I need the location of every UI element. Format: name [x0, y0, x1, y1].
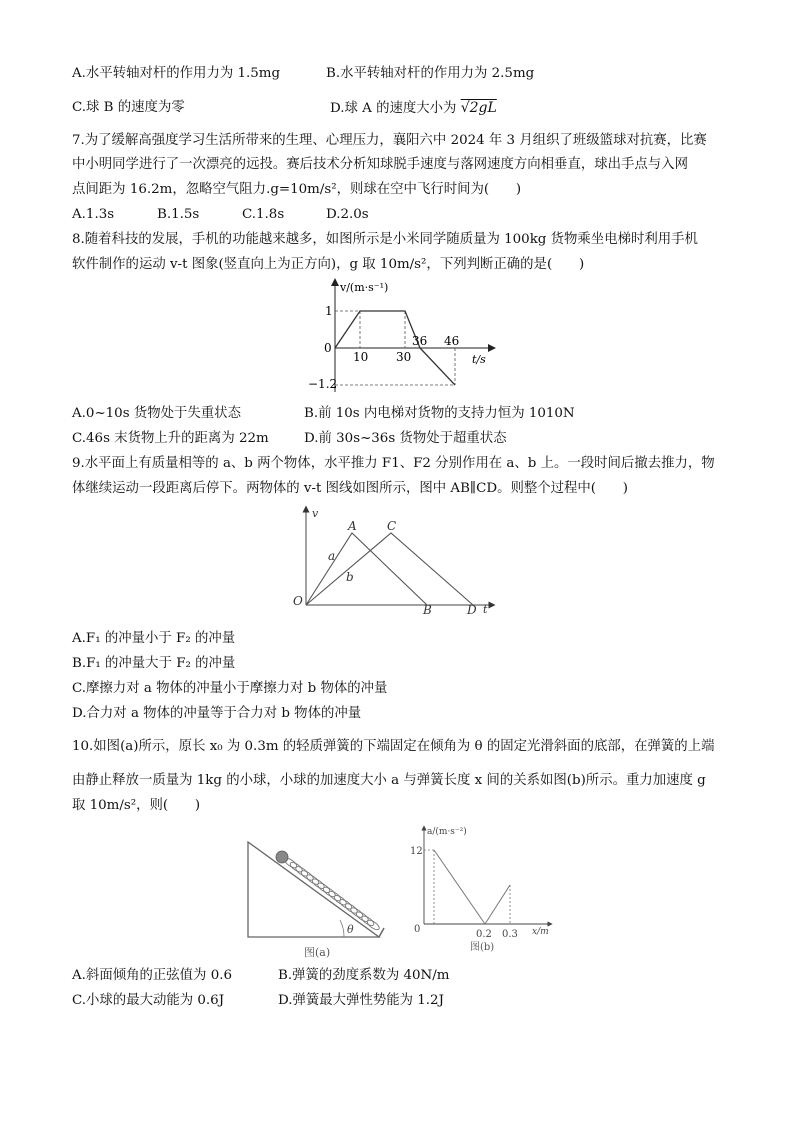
q6-option-b: B.水平转轴对杆的作用力为 2.5mg [326, 66, 535, 81]
q7-stem-line1: 7.为了缓解高强度学习生活所带来的生理、心理压力，襄阳六中 2024 年 3 月组织了班级篮球对抗赛，比赛 [72, 133, 707, 148]
q9-option-c: C.摩擦力对 a 物体的冲量小于摩擦力对 b 物体的冲量 [72, 681, 388, 696]
q8-option-c: C.46s 末货物上升的距离为 22m [72, 431, 269, 446]
q8-x-label: t/s [472, 353, 486, 366]
q9-point-d: D [467, 603, 477, 617]
q7-option-c: C.1.8s [242, 207, 285, 222]
q7-stem-line3: 点间距为 16.2m，忽略空气阻力.g=10m/s²，则球在空中飞行时间为( ) [72, 182, 522, 197]
q10-spring [283, 857, 380, 932]
q8-xtick-46: 46 [444, 334, 460, 348]
q10-figure-a-caption: 图(a) [304, 946, 331, 959]
q8-stem-line1: 8.随着科技的发展，手机的功能越来越多，如图所示是小米同学随质量为 100kg 货物乘坐电梯时利用手机 [72, 232, 698, 247]
q10b-ytick-12: 12 [410, 846, 423, 857]
q8-ytick-0: 0 [324, 341, 332, 355]
q9-v-label: v [312, 507, 319, 520]
q8-xtick-10: 10 [353, 350, 369, 364]
q10-stem-line3: 取 10m/s²，则( ) [72, 798, 201, 813]
q8-xtick-30: 30 [396, 350, 412, 364]
q10b-origin: 0 [414, 924, 421, 935]
q10-figure-a [244, 834, 389, 966]
q10-option-c: C.小球的最大动能为 0.6J [72, 993, 225, 1008]
q10b-a-x-line [434, 850, 510, 924]
q10b-xtick-03: 0.3 [502, 929, 518, 940]
q10-figure-b [410, 822, 560, 960]
q10-option-d: D.弹簧最大弹性势能为 1.2J [278, 993, 444, 1008]
q10b-xtick-02: 0.2 [476, 929, 492, 940]
q10-option-b: B.弹簧的劲度系数为 40N/m [278, 968, 450, 983]
q10-stem-line2: 由静止释放一质量为 1kg 的小球，小球的加速度大小 a 与弹簧长度 x 间的关系如图(b)所示。重力加速度 g [72, 773, 706, 788]
q9-line-a [306, 533, 427, 605]
q10-angle-arc [340, 920, 344, 937]
q9-t-label: t [483, 603, 488, 616]
q8-option-b: B.前 10s 内电梯对货物的支持力恒为 1010N [304, 406, 575, 421]
q7-option-b: B.1.5s [157, 207, 200, 222]
q10b-y-label: a/(m·s⁻²) [427, 827, 467, 837]
q10-ball [276, 851, 288, 863]
q6-option-c: C.球 B 的速度为零 [72, 100, 185, 115]
q10-stopper [379, 928, 384, 937]
q9-point-b: B [423, 603, 432, 617]
q10b-caption: 图(b) [470, 942, 495, 953]
q6-option-d [330, 98, 497, 119]
q6-option-a: A.水平转轴对杆的作用力为 1.5mg [72, 66, 281, 81]
q10-option-a: A.斜面倾角的正弦值为 0.6 [72, 968, 232, 983]
q8-stem-line2: 软件制作的运动 v-t 图象(竖直向上为正方向)，g 取 10m/s²，下列判断正确的是( ) [72, 257, 585, 272]
q10-stem-line1: 10.如图(a)所示，原长 x₀ 为 0.3m 的轻质弹簧的下端固定在倾角为 θ 的固定光滑斜面的底部，在弹簧的上端 [72, 739, 715, 754]
q9-point-c: C [387, 519, 397, 533]
q10-incline [248, 842, 379, 937]
q9-vt-graph [290, 505, 500, 621]
q8-ytick-neg: −1.2 [308, 377, 338, 391]
q9-option-d: D.合力对 a 物体的冲量等于合力对 b 物体的冲量 [72, 706, 362, 721]
q9-label-a: a [328, 549, 336, 563]
q9-stem-line1: 9.水平面上有质量相等的 a、b 两个物体，水平推力 F1、F2 分别作用在 a、b 上。一段时间后撤去推力，物 [72, 456, 715, 471]
q8-xtick-36: 36 [412, 334, 428, 348]
q8-option-a: A.0~10s 货物处于失重状态 [72, 406, 241, 421]
q9-point-a: A [348, 519, 357, 533]
q10-theta-label: θ [347, 923, 354, 936]
q8-vt-graph [300, 278, 500, 402]
q9-option-a: A.F₁ 的冲量小于 F₂ 的冲量 [72, 631, 236, 646]
q6-option-d-formula: √2gL [460, 100, 497, 116]
q9-stem-line2: 体继续运动一段距离后停下。两物体的 v-t 图线如图所示，图中 AB∥CD。则整个过程中( ) [72, 481, 629, 496]
q9-label-b: b [346, 570, 354, 584]
q7-option-a: A.1.3s [72, 207, 115, 222]
q8-ytick-1: 1 [325, 304, 333, 318]
q8-option-d: D.前 30s~36s 货物处于超重状态 [304, 431, 507, 446]
q10b-x-label: x/m [532, 927, 549, 937]
q7-stem-line2: 中小明同学进行了一次漂亮的远投。赛后技术分析知球脱手速度与落网速度方向相垂直，球出手点与入网 [72, 157, 688, 172]
q8-y-label: v/(m·s⁻¹) [340, 281, 389, 294]
q9-origin-label: O [293, 594, 303, 608]
q9-option-b: B.F₁ 的冲量大于 F₂ 的冲量 [72, 656, 236, 671]
q7-option-d: D.2.0s [326, 207, 369, 222]
q6-option-d-text: D.球 A 的速度大小为 [330, 101, 457, 116]
